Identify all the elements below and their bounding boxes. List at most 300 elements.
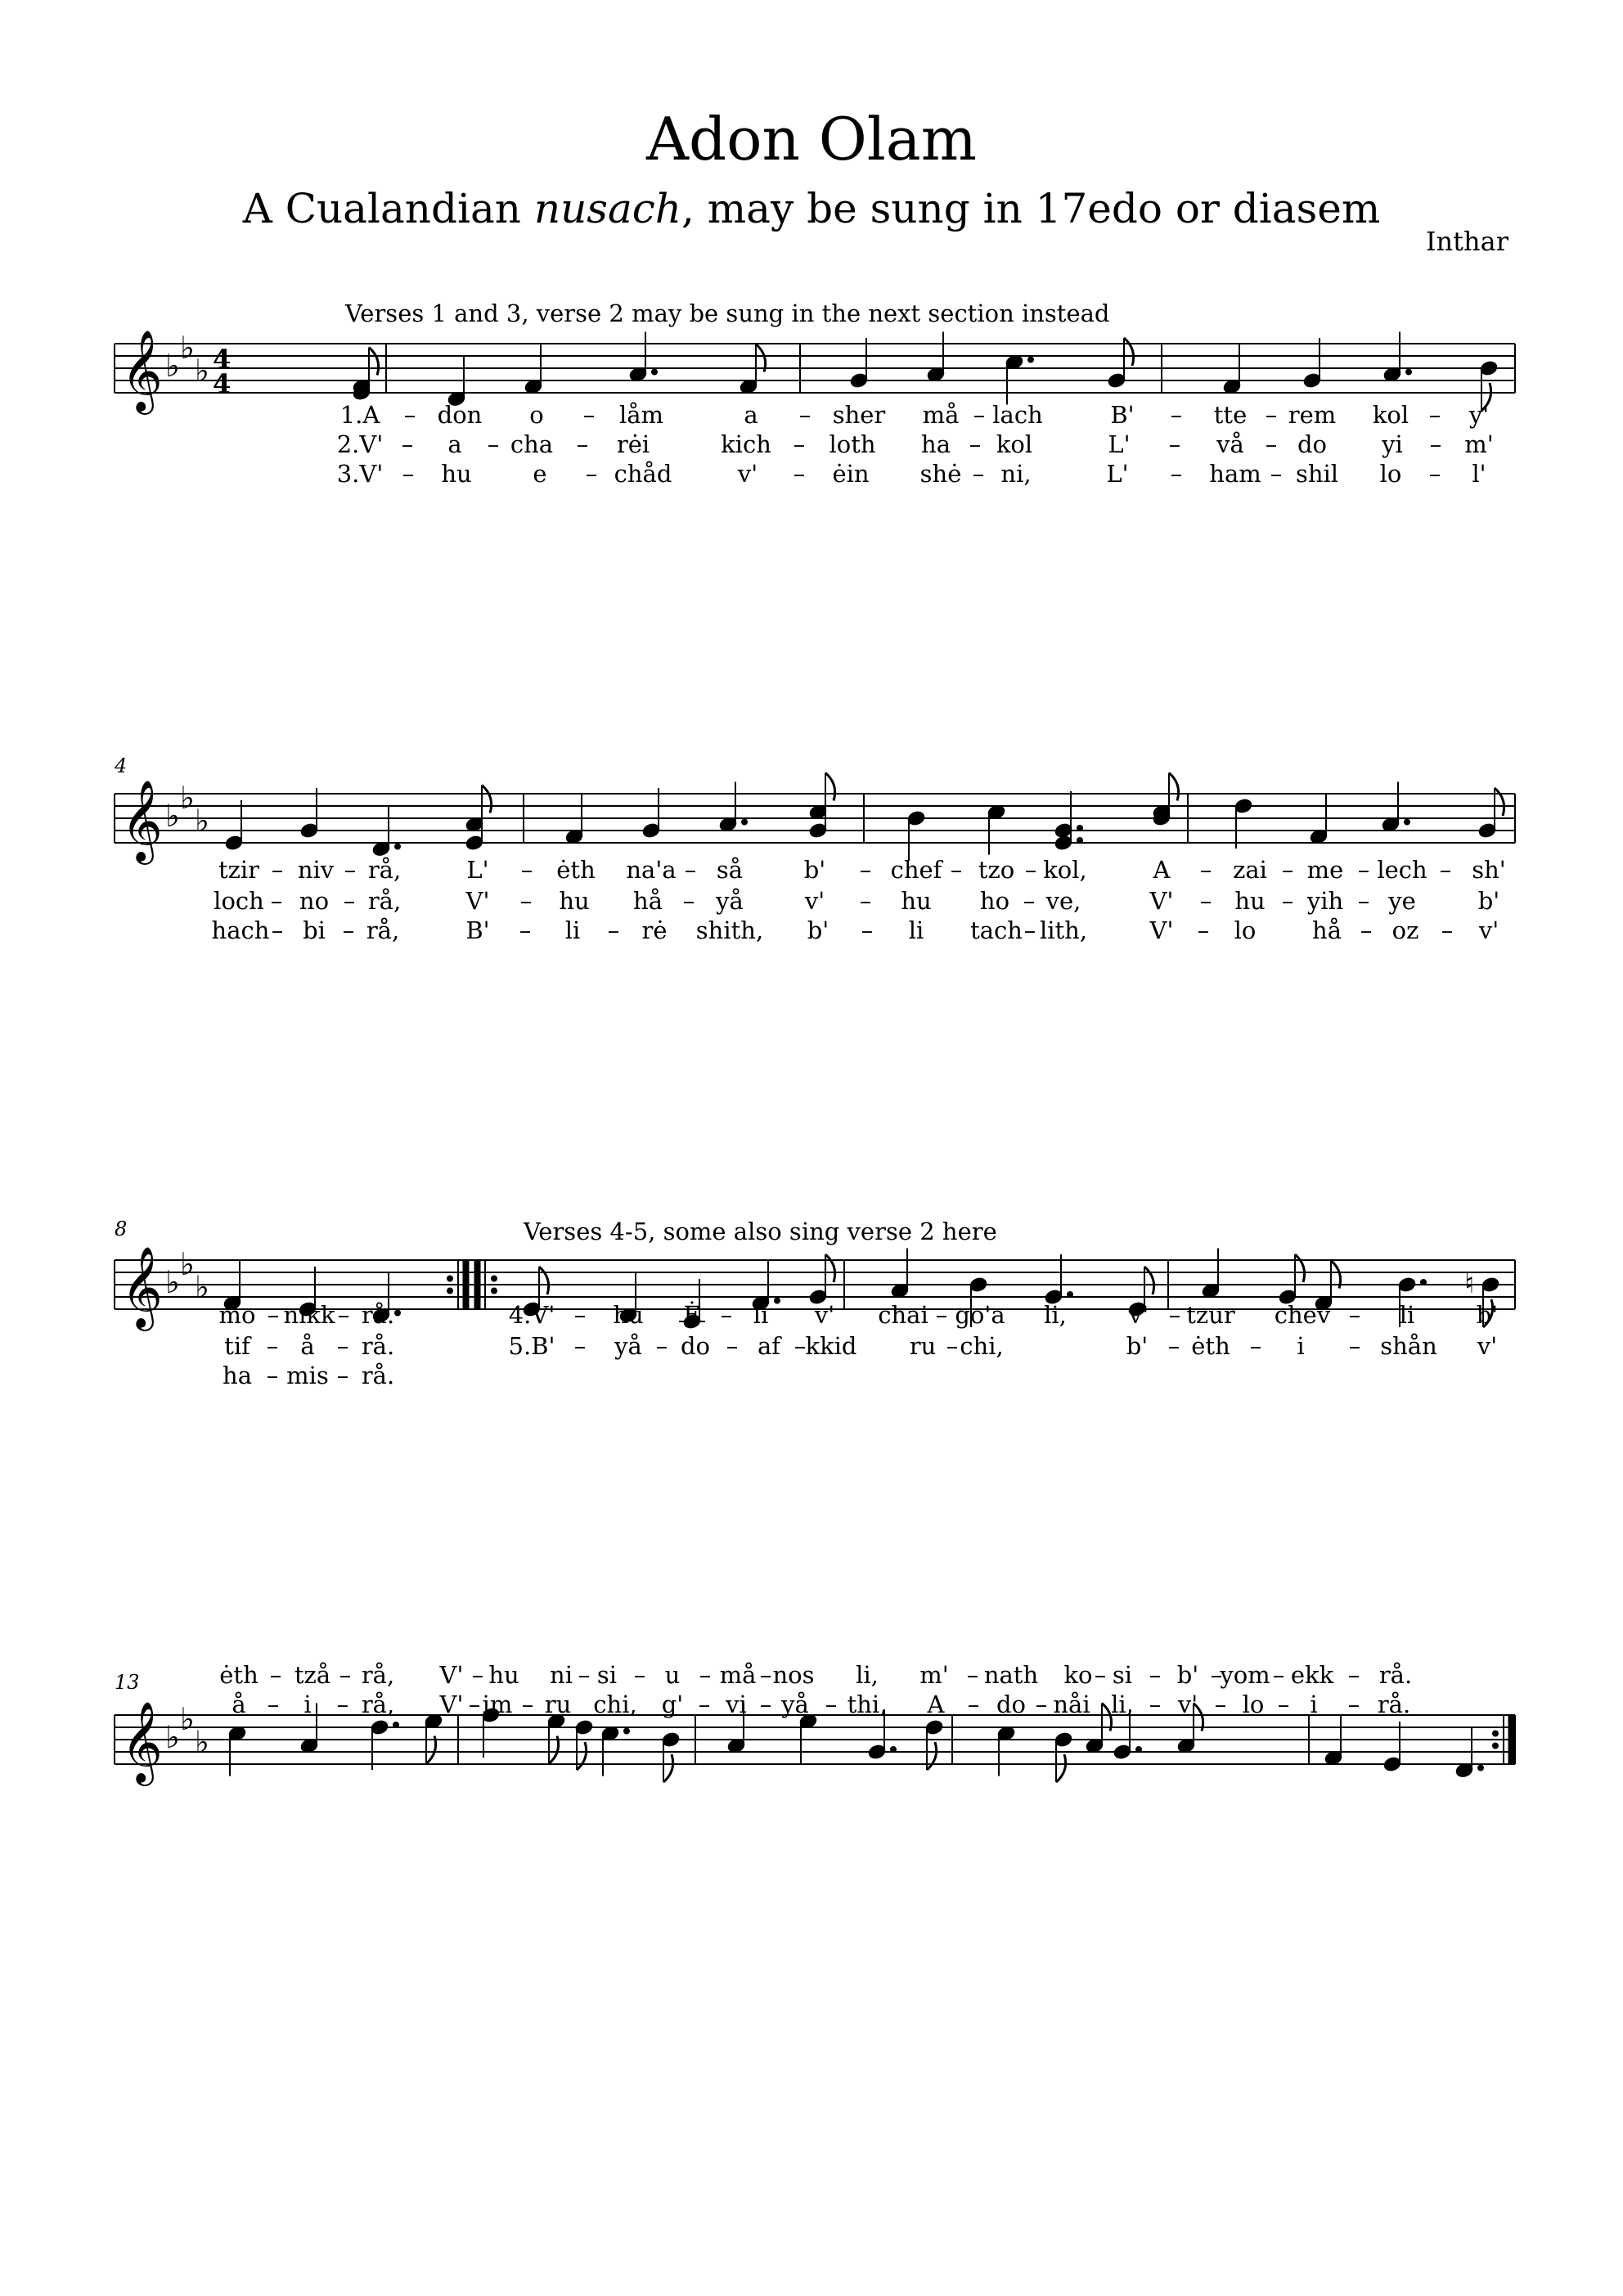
lyric-syllable: kich xyxy=(721,430,771,458)
lyric-syllable: ėth xyxy=(1191,1332,1230,1360)
lyric-hyphen: – xyxy=(1265,430,1278,458)
lyric-syllable: yih xyxy=(1306,887,1344,915)
lyric-syllable: lo xyxy=(1234,916,1257,944)
lyric-syllable: ni xyxy=(550,1661,573,1689)
lyric-hyphen: – xyxy=(793,460,806,488)
lyric-syllable: L' xyxy=(466,856,489,884)
lyric-syllable: ėth xyxy=(219,1661,259,1689)
lyric-syllable: si xyxy=(1112,1661,1133,1689)
lyric-syllable: loth xyxy=(829,430,876,458)
lyric-syllable: ha xyxy=(223,1362,252,1389)
lyric-syllable: do xyxy=(996,1690,1027,1718)
lyric-syllable: 1.A xyxy=(339,401,380,429)
lyric-syllable: sh' xyxy=(1472,856,1506,884)
lyric-hyphen: – xyxy=(720,1301,733,1329)
note-flag xyxy=(369,348,379,376)
lyric-hyphen: – xyxy=(1094,1661,1107,1689)
subtitle-prefix: A Cualandian xyxy=(242,185,534,232)
annotation-verses-4-5: Verses 4-5, some also sing verse 2 here xyxy=(524,1218,997,1245)
lyric-syllable: li, xyxy=(1111,1690,1134,1718)
lyric-syllable: ėin xyxy=(832,460,870,488)
lyric-syllable: shil xyxy=(1295,460,1339,488)
lyric-syllable: rå, xyxy=(367,887,402,915)
repeat-dot xyxy=(492,1288,497,1294)
lyric-syllable: chev xyxy=(1274,1301,1331,1329)
lyric-syllable: li xyxy=(908,916,924,944)
lyric-syllable: m' xyxy=(1464,430,1494,458)
lyric-hyphen: – xyxy=(336,1690,349,1718)
note-dot xyxy=(1077,838,1083,844)
lyric-syllable: ėth xyxy=(556,856,596,884)
note-dot xyxy=(1421,1280,1427,1285)
lyric-syllable: g' xyxy=(661,1690,684,1718)
repeat-dot xyxy=(447,1288,453,1294)
lyric-syllable: kkid xyxy=(805,1332,857,1360)
lyric-hyphen: – xyxy=(573,1301,587,1329)
lyric-hyphen: – xyxy=(682,887,695,915)
flat-icon: ♭ xyxy=(195,803,209,839)
flat-icon: ♭ xyxy=(165,1719,180,1755)
lyric-syllable: v' xyxy=(737,460,758,488)
lyric-syllable: shė xyxy=(919,460,962,488)
note-dot xyxy=(1478,1765,1484,1771)
lyric-syllable: y' xyxy=(1468,401,1490,429)
lyric-hyphen: – xyxy=(1347,1661,1360,1689)
lyric-syllable: tzå xyxy=(294,1661,331,1689)
lyric-syllable: rėi xyxy=(616,430,650,458)
lyric-syllable: rå. xyxy=(361,1301,395,1329)
lyric-syllable: nikk xyxy=(283,1301,335,1329)
flat-icon: ♭ xyxy=(180,780,195,816)
thick-barline xyxy=(1508,1715,1514,1764)
lyric-syllable: me xyxy=(1306,856,1344,884)
lyric-syllable: i xyxy=(1297,1332,1305,1360)
repeat-dot xyxy=(447,1276,453,1281)
lyric-hyphen: – xyxy=(269,1661,282,1689)
lyric-hyphen: – xyxy=(859,887,872,915)
lyric-syllable: o xyxy=(529,401,544,429)
lyric-syllable: yå xyxy=(614,1332,642,1360)
lyric-hyphen: – xyxy=(633,1661,646,1689)
repeat-dot xyxy=(492,1276,497,1281)
lyric-hyphen: – xyxy=(1170,401,1183,429)
note-flag xyxy=(577,1742,587,1770)
thick-barline xyxy=(474,1260,480,1309)
lyric-hyphen: – xyxy=(698,1690,711,1718)
lyric-hyphen: – xyxy=(1023,916,1036,944)
lyric-syllable: A xyxy=(1153,856,1171,884)
lyric-syllable: B' xyxy=(465,916,490,944)
lyric-syllable: nath xyxy=(983,1661,1039,1689)
lyric-syllable: yå xyxy=(716,887,744,915)
flat-icon: ♭ xyxy=(195,1269,209,1305)
lyric-syllable: li xyxy=(564,916,581,944)
lyric-syllable: cha xyxy=(510,430,554,458)
lyric-syllable: chi, xyxy=(960,1332,1004,1360)
flat-icon: ♭ xyxy=(165,348,180,384)
lyric-syllable: si xyxy=(596,1661,618,1689)
time-signature-bottom: 4 xyxy=(213,368,232,399)
lyric-hyphen: – xyxy=(1428,460,1441,488)
note-dot xyxy=(1028,357,1034,362)
note-flag xyxy=(1056,1754,1066,1782)
lyric-syllable: tzur xyxy=(1186,1301,1235,1329)
flat-icon: ♭ xyxy=(180,1701,195,1737)
subtitle-suffix: , may be sung in 17edo or diasem xyxy=(681,185,1381,232)
lyric-hyphen: – xyxy=(1265,401,1278,429)
lyric-syllable: kol xyxy=(996,430,1033,458)
treble-clef-icon: 𝄞 xyxy=(121,1701,163,1783)
lyric-hyphen: – xyxy=(271,916,284,944)
lyric-syllable: li, xyxy=(1044,1301,1067,1329)
lyric-hyphen: – xyxy=(793,430,806,458)
lyric-hyphen: – xyxy=(1348,1301,1361,1329)
note-dot xyxy=(393,1722,399,1728)
lyric-hyphen: – xyxy=(759,1661,772,1689)
note-dot xyxy=(1405,819,1410,825)
lyric-hyphen: – xyxy=(859,856,872,884)
lyric-syllable: hu xyxy=(559,887,590,915)
lyric-hyphen: – xyxy=(1168,1301,1181,1329)
lyric-hyphen: – xyxy=(1167,1332,1180,1360)
treble-clef-icon: 𝄞 xyxy=(121,1246,163,1328)
lyric-hyphen: – xyxy=(726,1332,739,1360)
note-flag xyxy=(1495,788,1504,816)
bar-number-8: 8 xyxy=(115,1218,128,1240)
lyric-syllable: v' xyxy=(804,887,825,915)
lyric-syllable: v' xyxy=(1128,1301,1149,1329)
lyric-syllable: lo xyxy=(1379,460,1402,488)
lyric-syllable: rå. xyxy=(361,1332,395,1360)
lyric-syllable: V' xyxy=(1149,916,1174,944)
bar-number-13: 13 xyxy=(115,1671,140,1694)
lyric-hyphen: – xyxy=(271,856,284,884)
lyric-hyphen: – xyxy=(946,1332,959,1360)
lyric-hyphen: – xyxy=(520,856,533,884)
lyric-hyphen: – xyxy=(585,460,598,488)
lyric-syllable: chi, xyxy=(593,1690,637,1718)
lyric-syllable: nåi xyxy=(1053,1690,1090,1718)
lyric-hyphen: – xyxy=(973,401,986,429)
lyric-syllable: ho xyxy=(979,887,1010,915)
lyric-syllable: mo xyxy=(218,1301,256,1329)
lyric-hyphen: – xyxy=(1441,916,1454,944)
lyric-syllable: V' xyxy=(439,1690,464,1718)
lyric-syllable: ham xyxy=(1209,460,1261,488)
lyric-hyphen: – xyxy=(967,1690,980,1718)
lyric-hyphen: – xyxy=(267,1690,280,1718)
lyric-hyphen: – xyxy=(861,916,874,944)
lyric-hyphen: – xyxy=(1277,1690,1290,1718)
lyric-syllable: a xyxy=(744,401,758,429)
lyric-hyphen: – xyxy=(1170,460,1183,488)
lyric-syllable: Ė xyxy=(683,1301,701,1329)
lyric-hyphen: – xyxy=(1249,1332,1262,1360)
lyric-syllable: å xyxy=(300,1332,315,1360)
lyric-syllable: yå xyxy=(781,1690,809,1718)
lyric-hyphen: – xyxy=(468,1690,481,1718)
lyric-syllable: rå, xyxy=(366,916,400,944)
flat-icon: ♭ xyxy=(180,1246,195,1282)
lyric-hyphen: – xyxy=(798,401,812,429)
lyric-syllable: må xyxy=(922,401,960,429)
lyric-syllable: a xyxy=(447,430,462,458)
note-dot xyxy=(742,819,748,825)
lyric-hyphen: – xyxy=(471,1661,484,1689)
lyric-hyphen: – xyxy=(1429,430,1442,458)
lyric-syllable: A xyxy=(927,1690,945,1718)
note-flag xyxy=(539,1267,549,1294)
annotation-verses-1-3: Verses 1 and 3, verse 2 may be sung in the next section instead xyxy=(345,299,1110,327)
note-flag xyxy=(482,786,492,813)
lyric-hyphen: – xyxy=(1035,1690,1048,1718)
lyric-syllable: tif xyxy=(224,1332,250,1360)
composer: Inthar xyxy=(1425,226,1508,257)
lyric-syllable: do xyxy=(680,1332,711,1360)
lyric-syllable: hå xyxy=(633,887,663,915)
lyric-hyphen: – xyxy=(267,1301,280,1329)
lyric-syllable: na'a xyxy=(626,856,677,884)
lyric-syllable: B' xyxy=(1110,401,1135,429)
note-dot xyxy=(1077,826,1083,831)
lyric-hyphen: – xyxy=(1357,856,1370,884)
lyric-syllable: af xyxy=(757,1332,781,1360)
lyric-hyphen: – xyxy=(403,401,416,429)
lyric-hyphen: – xyxy=(794,1332,807,1360)
lyric-hyphen: – xyxy=(1024,856,1037,884)
lyric-hyphen: – xyxy=(1199,856,1212,884)
lyric-syllable: shith, xyxy=(695,916,764,944)
lyric-syllable: hu xyxy=(613,1301,644,1329)
repeat-dot xyxy=(1493,1743,1499,1749)
lyric-syllable: hu xyxy=(901,887,932,915)
note-dot xyxy=(395,844,401,849)
note-dot xyxy=(395,1310,401,1316)
lyric-hyphen: – xyxy=(270,887,283,915)
lyric-syllable: ru xyxy=(909,1332,937,1360)
lyric-syllable: v' xyxy=(1477,1332,1498,1360)
lyric-syllable: chåd xyxy=(614,460,672,488)
lyric-syllable: l' xyxy=(1472,460,1486,488)
lyric-syllable: u xyxy=(664,1661,681,1689)
note-dot xyxy=(775,1298,780,1303)
lyric-syllable: e xyxy=(533,460,547,488)
lyric-hyphen: – xyxy=(344,856,357,884)
note-dot xyxy=(1136,1747,1142,1753)
lyric-hyphen: – xyxy=(578,1661,591,1689)
lyric-syllable: b' xyxy=(1176,1661,1199,1689)
lyric-syllable: v' xyxy=(814,1301,835,1329)
lyric-syllable: tach xyxy=(970,916,1023,944)
lyric-syllable: V' xyxy=(439,1661,464,1689)
natural-icon: ♮ xyxy=(1464,1267,1475,1300)
lyric-hyphen: – xyxy=(573,1332,587,1360)
lyric-hyphen: – xyxy=(1149,1690,1162,1718)
lyric-syllable: ve, xyxy=(1045,887,1081,915)
lyric-syllable: do xyxy=(1297,430,1328,458)
lyric-syllable: rå, xyxy=(361,1661,395,1689)
lyric-syllable: ha xyxy=(921,430,951,458)
thick-barline xyxy=(463,1260,469,1309)
lyric-syllable: li xyxy=(753,1301,769,1329)
note-dot xyxy=(1068,1292,1073,1298)
lyric-syllable: vå xyxy=(1216,430,1244,458)
lyric-hyphen: – xyxy=(336,1332,349,1360)
repeat-dot xyxy=(1493,1731,1499,1736)
lyric-hyphen: – xyxy=(759,1690,772,1718)
lyric-hyphen: – xyxy=(1428,401,1441,429)
lyric-syllable: im xyxy=(482,1690,513,1718)
lyric-syllable: shån xyxy=(1380,1332,1437,1360)
lyric-syllable: rå. xyxy=(1378,1661,1413,1689)
lyric-syllable: L' xyxy=(1106,460,1129,488)
bar-number-4: 4 xyxy=(115,754,128,777)
lyric-syllable: no xyxy=(299,887,330,915)
lyric-syllable: b' xyxy=(1476,1301,1499,1329)
lyric-hyphen: – xyxy=(655,1332,668,1360)
lyric-syllable: ko xyxy=(1063,1661,1093,1689)
lyric-hyphen: – xyxy=(1023,887,1036,915)
lyric-syllable: tte xyxy=(1213,401,1248,429)
time-signature-top: 4 xyxy=(213,344,232,375)
lyric-syllable: bi xyxy=(303,916,326,944)
lyric-hyphen: – xyxy=(684,856,697,884)
lyric-syllable: ekk xyxy=(1290,1661,1334,1689)
lyric-hyphen: – xyxy=(972,460,985,488)
lyric-syllable: i xyxy=(303,1690,312,1718)
lyric-syllable: oz xyxy=(1391,916,1419,944)
lyric-syllable: lach xyxy=(992,401,1043,429)
lyric-hyphen: – xyxy=(607,916,620,944)
lyric-syllable: mis xyxy=(286,1362,329,1389)
lyric-syllable: V' xyxy=(1149,887,1174,915)
lyric-syllable: så xyxy=(716,856,744,884)
lyric-syllable: rem xyxy=(1288,401,1337,429)
lyric-syllable: V' xyxy=(465,887,490,915)
note-flag xyxy=(1295,1254,1305,1282)
lyric-syllable: don xyxy=(437,401,483,429)
lyric-hyphen: – xyxy=(519,887,533,915)
lyric-hyphen: – xyxy=(521,1690,534,1718)
flat-icon: ♭ xyxy=(195,1724,209,1760)
lyric-syllable: må xyxy=(719,1661,757,1689)
lyric-hyphen: – xyxy=(401,430,414,458)
lyric-syllable: 2.V' xyxy=(336,430,384,458)
lyric-hyphen: – xyxy=(1360,916,1373,944)
lyric-hyphen: – xyxy=(1357,887,1370,915)
lyric-syllable: ru xyxy=(544,1690,572,1718)
note-flag xyxy=(927,1742,937,1770)
lyric-syllable: 5.B' xyxy=(508,1332,555,1360)
lyric-hyphen: – xyxy=(343,887,356,915)
lyric-syllable: lith, xyxy=(1039,916,1088,944)
lyric-hyphen: – xyxy=(966,1661,979,1689)
flat-icon: ♭ xyxy=(195,353,209,389)
lyric-hyphen: – xyxy=(487,430,500,458)
lyric-hyphen: – xyxy=(519,916,532,944)
score-title: Adon Olam xyxy=(646,105,977,173)
note-dot xyxy=(652,369,658,375)
lyric-syllable: rå. xyxy=(361,1362,395,1389)
lyric-hyphen: – xyxy=(1347,1690,1360,1718)
lyric-syllable: sher xyxy=(832,401,886,429)
note-flag xyxy=(663,1754,673,1782)
lyric-hyphen: – xyxy=(1270,460,1283,488)
lyric-hyphen: – xyxy=(582,401,596,429)
lyric-syllable: tzo xyxy=(978,856,1015,884)
lyric-hyphen: – xyxy=(336,1362,349,1389)
lyric-syllable: chai xyxy=(878,1301,928,1329)
treble-clef-icon: 𝄞 xyxy=(121,330,163,412)
lyric-syllable: i xyxy=(1310,1690,1318,1718)
lyric-syllable: hu xyxy=(441,460,472,488)
lyric-syllable: li, xyxy=(856,1661,879,1689)
lyric-hyphen: – xyxy=(342,916,355,944)
lyric-hyphen: – xyxy=(935,1301,948,1329)
lyric-hyphen: – xyxy=(576,430,589,458)
lyric-syllable: ye xyxy=(1388,887,1416,915)
note-flag xyxy=(825,1254,835,1282)
lyric-hyphen: – xyxy=(969,430,982,458)
lyric-syllable: låm xyxy=(618,401,664,429)
lyric-hyphen: – xyxy=(1281,856,1294,884)
lyric-syllable: go'a xyxy=(955,1301,1005,1329)
lyric-hyphen: – xyxy=(1197,916,1210,944)
lyric-hyphen: – xyxy=(1199,887,1212,915)
lyric-syllable: hå xyxy=(1312,916,1342,944)
lyric-syllable: 3.V' xyxy=(336,460,384,488)
lyric-syllable: ni, xyxy=(1000,460,1032,488)
lyric-syllable: v' xyxy=(1177,1690,1198,1718)
lyric-hyphen: – xyxy=(339,1661,352,1689)
note-flag xyxy=(1144,1267,1154,1294)
lyric-syllable: zai xyxy=(1233,856,1267,884)
lyric-syllable: å xyxy=(232,1690,246,1718)
lyric-syllable: rå. xyxy=(1377,1690,1411,1718)
lyric-hyphen: – xyxy=(1149,1661,1162,1689)
note-flag xyxy=(825,773,835,801)
lyric-syllable: vi xyxy=(726,1690,747,1718)
note-flag xyxy=(1124,338,1134,366)
lyric-syllable: thi, xyxy=(847,1690,888,1718)
subtitle-italic: nusach xyxy=(533,185,681,232)
flat-icon: ♭ xyxy=(165,1264,180,1300)
lyric-syllable: hu xyxy=(488,1661,519,1689)
lyric-syllable: loch xyxy=(214,887,264,915)
lyric-syllable: niv xyxy=(297,856,335,884)
lyric-syllable: b' xyxy=(807,916,829,944)
treble-clef-icon: 𝄞 xyxy=(121,780,163,862)
lyric-syllable: rå, xyxy=(367,856,402,884)
lyric-syllable: nos xyxy=(772,1661,815,1689)
lyric-syllable: hu xyxy=(1234,887,1266,915)
note-dot xyxy=(624,1728,630,1734)
lyric-syllable: rå, xyxy=(361,1690,395,1718)
lyric-syllable: b' xyxy=(803,856,826,884)
lyric-hyphen: – xyxy=(1214,1690,1227,1718)
lyric-syllable: chef xyxy=(890,856,942,884)
note-dot xyxy=(1406,369,1412,375)
lyric-hyphen: – xyxy=(1348,1332,1361,1360)
lyric-syllable: 4.V' xyxy=(508,1301,555,1329)
lyric-syllable: rė xyxy=(641,916,668,944)
lyric-hyphen: – xyxy=(266,1362,279,1389)
lyric-syllable: b' xyxy=(1126,1332,1149,1360)
lyric-hyphen: – xyxy=(950,856,963,884)
lyric-syllable: kol xyxy=(1372,401,1409,429)
lyric-hyphen: – xyxy=(699,1661,712,1689)
lyric-syllable: tzir xyxy=(218,856,260,884)
